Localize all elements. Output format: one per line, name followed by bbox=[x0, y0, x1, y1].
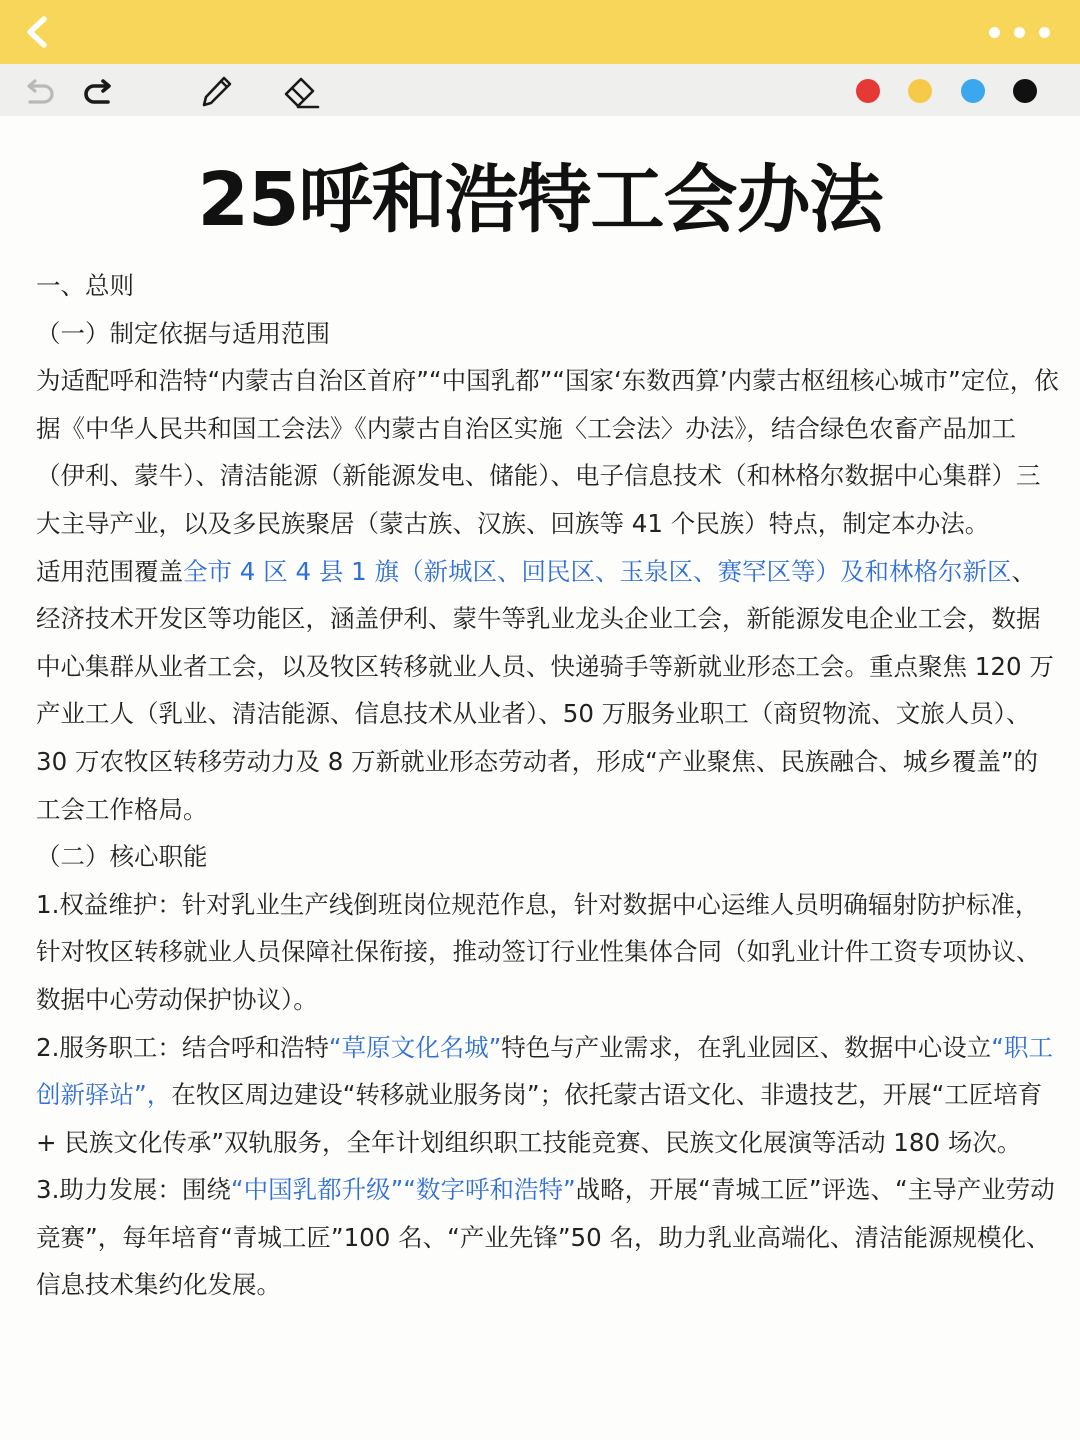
highlight-text: 全市 4 区 4 县 1 旗（新城区、回民区、玉泉区、赛罕区等）及和林格尔新区 bbox=[183, 556, 1012, 586]
page-title: 25呼和浩特工会办法 bbox=[197, 157, 883, 243]
redo-button[interactable] bbox=[78, 72, 118, 110]
paragraph: 1.权益维护：针对乳业生产线倒班岗位规范作息，针对数据中心运维人员明确辐射防护标准，针对牧区转移就业人员保障社保衔接，推动签订行业性集体合同（如乳业计件工资专项协议、数据中心劳动保护协议）。 bbox=[36, 889, 1041, 1014]
paragraph bbox=[36, 1024, 1060, 1167]
eraser-icon bbox=[280, 72, 322, 110]
undo-icon bbox=[20, 72, 60, 110]
undo-button[interactable] bbox=[20, 72, 60, 110]
highlight-text: “草原文化名城” bbox=[328, 1032, 502, 1062]
pen-button[interactable] bbox=[196, 72, 236, 110]
text-span: 、经济技术开发区等功能区，涵盖伊利、蒙牛等乳业龙头企业工会，新能源发电企业工会，数据中心集群从业者工会，以及牧区转移就业人员、快递骑手等新就业形态工会。重点聚焦 120 万产业工人（乳业、清洁能源、信息技术从业者）、50 万服务业职工（商贸物流、文旅人员）、30 万农牧区转移劳动力及 8 万新就业形态劳动者，形成“产业聚焦、民族融合、城乡覆盖”的工会工作格局。 bbox=[36, 556, 1054, 824]
text-span: 特色与产业需求，在乳业园区、数据中心设立 bbox=[501, 1032, 992, 1062]
chevron-left-icon bbox=[18, 12, 58, 52]
text-span: 战略，开展“青城工匠”评选、“主导产业劳动竞赛”，每年培育“青城工匠”100 名、“产业先锋”50 名，助力乳业高端化、清洁能源规模化、信息技术集约化发展。 bbox=[36, 1175, 1055, 1300]
color-swatch-red[interactable] bbox=[856, 79, 880, 103]
color-swatch-black[interactable] bbox=[1013, 79, 1037, 103]
top-bar bbox=[0, 0, 1080, 64]
more-dot-icon bbox=[1039, 27, 1050, 38]
eraser-button[interactable] bbox=[280, 72, 320, 110]
paragraph: 为适配呼和浩特“内蒙古自治区首府”“中国乳都”“国家‘东数西算’内蒙古枢纽核心城市”定位，依据《中华人民共和国工会法》《内蒙古自治区实施〈工会法〉办法》，结合绿色农畜产品加工（伊利、蒙牛）、清洁能源（新能源发电、储能）、电子信息技术（和林格尔数据中心集群）三大主导产业，以及多民族聚居（蒙古族、汉族、回族等 41 个民族）特点，制定本办法。 bbox=[36, 366, 1059, 538]
subsection-heading: （一）制定依据与适用范围 bbox=[36, 318, 330, 348]
pen-icon bbox=[196, 72, 236, 110]
more-button[interactable] bbox=[970, 20, 1050, 44]
color-swatch-yellow[interactable] bbox=[908, 79, 932, 103]
text-span: 在牧区周边建设“转移就业服务岗”；依托蒙古语文化、非遗技艺，开展“工匠培育 + 民族文化传承”双轨服务，全年计划组织职工技能竞赛、民族文化展演等活动 180 场次。 bbox=[36, 1080, 1043, 1157]
redo-icon bbox=[78, 72, 118, 110]
more-dot-icon bbox=[989, 27, 1000, 38]
document-body bbox=[36, 262, 1060, 1309]
text-span: 适用范围覆盖 bbox=[36, 556, 183, 586]
highlight-text: “职工创新驿站”， bbox=[36, 1032, 1053, 1110]
text-span: 3.助力发展：围绕 bbox=[36, 1175, 231, 1205]
subsection-heading: （二）核心职能 bbox=[36, 842, 208, 872]
paragraph bbox=[36, 1166, 1060, 1309]
highlight-text: “数字呼和浩特” bbox=[403, 1175, 576, 1205]
color-swatch-blue[interactable] bbox=[961, 79, 985, 103]
back-button[interactable] bbox=[18, 12, 58, 52]
section-heading: 一、总则 bbox=[36, 271, 134, 300]
highlight-text: “中国乳都升级” bbox=[230, 1175, 404, 1205]
text-span: 2.服务职工：结合呼和浩特 bbox=[36, 1032, 329, 1062]
more-dot-icon bbox=[1014, 27, 1025, 38]
paragraph bbox=[36, 548, 1060, 834]
